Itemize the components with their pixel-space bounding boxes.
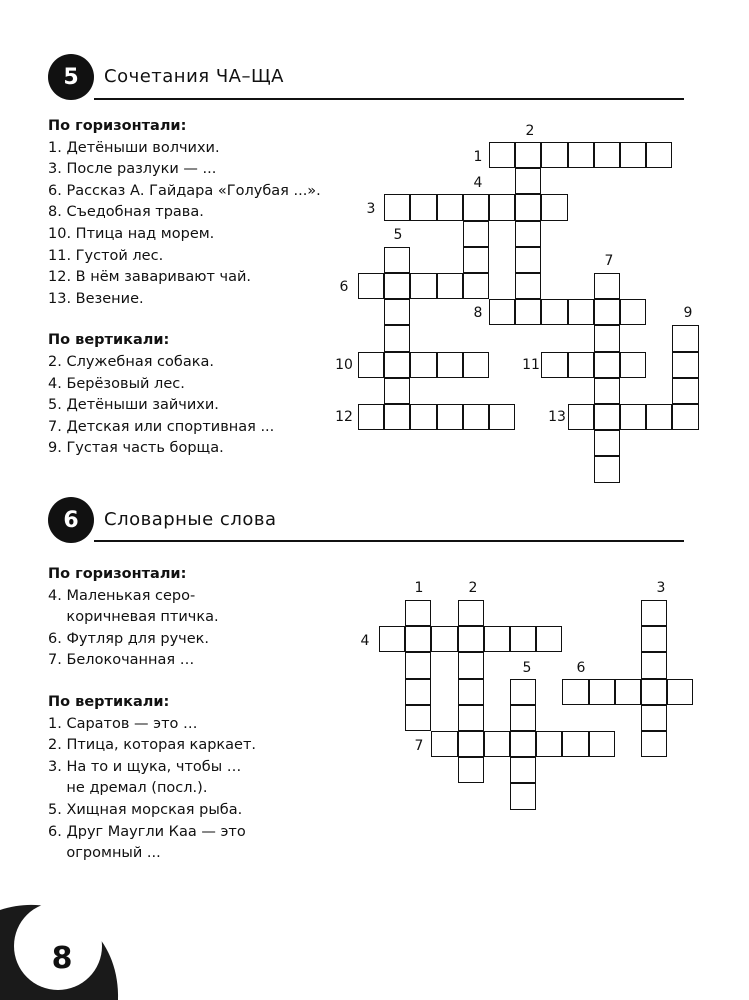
clue-across: 6. Рассказ А. Гайдара «Голубая ...».	[48, 182, 321, 199]
clue-across: 11. Густой лес.	[48, 247, 164, 264]
crossword-cell[interactable]	[510, 679, 536, 705]
clue-number-label: 1	[473, 149, 483, 165]
clue-down: 7. Детская или спортивная ...	[48, 418, 275, 435]
crossword-cell[interactable]	[405, 600, 431, 626]
crossword-cell[interactable]	[510, 783, 536, 809]
crossword-cell[interactable]	[536, 731, 562, 757]
clue-number-label: 2	[525, 123, 535, 139]
clue-across: 10. Птица над морем.	[48, 225, 215, 242]
crossword-cell[interactable]	[458, 705, 484, 731]
crossword-cell[interactable]	[379, 626, 405, 652]
crossword-cell[interactable]	[641, 731, 667, 757]
clue-down: не дремал (посл.).	[48, 780, 208, 797]
clue-number-label: 4	[473, 175, 483, 191]
clue-number-label: 10	[335, 357, 353, 373]
clue-across: 8. Съедобная трава.	[48, 204, 204, 221]
clue-across: коричневая птичка.	[48, 609, 219, 626]
clue-across: 12. В нём заваривают чай.	[48, 269, 252, 286]
clue-number-label: 6	[576, 660, 586, 676]
clue-across: 1. Детёныши волчихи.	[48, 139, 220, 156]
section-6-across-header: По горизонтали:	[48, 566, 187, 582]
clue-down: 5. Хищная морская рыба.	[48, 801, 243, 818]
crossword-cell[interactable]	[641, 705, 667, 731]
clue-down: 2. Служебная собака.	[48, 353, 214, 370]
crossword-cell[interactable]	[536, 626, 562, 652]
clue-number-label: 12	[335, 409, 353, 425]
crossword-cell[interactable]	[458, 652, 484, 678]
crossword-cell[interactable]	[589, 731, 615, 757]
clue-number-label: 6	[339, 279, 349, 295]
section-5-down-header: По вертикали:	[48, 332, 170, 349]
crossword-cell[interactable]	[641, 652, 667, 678]
crossword-cell[interactable]	[667, 679, 693, 705]
crossword-cell[interactable]	[641, 600, 667, 626]
crossword-cell[interactable]	[431, 731, 457, 757]
crossword-cell[interactable]	[562, 731, 588, 757]
crossword-cell[interactable]	[458, 757, 484, 783]
section-6-down-header: По вертикали:	[48, 693, 170, 710]
crossword-cell[interactable]	[484, 626, 510, 652]
clue-across: 4. Маленькая серо-	[48, 587, 196, 604]
section-5-number: 5	[63, 64, 79, 90]
clue-across: 13. Везение.	[48, 290, 144, 307]
crossword-cell[interactable]	[458, 731, 484, 757]
clue-number-label: 3	[656, 580, 666, 596]
clue-number-label: 7	[414, 738, 424, 754]
clue-number-label: 2	[468, 580, 478, 596]
clue-number-label: 5	[522, 660, 532, 676]
crossword-cell[interactable]	[405, 652, 431, 678]
clue-down: огромный ...	[48, 845, 161, 862]
clue-number-label: 11	[522, 357, 540, 373]
clue-down: 9. Густая часть борща.	[48, 440, 224, 457]
crossword-cell[interactable]	[405, 679, 431, 705]
clue-down: 6. Друг Маугли Каа — это	[48, 823, 246, 840]
crossword-cell[interactable]	[458, 600, 484, 626]
section-6-number: 6	[63, 507, 79, 533]
crossword-cell[interactable]	[641, 626, 667, 652]
section-5-across-header: По горизонтали:	[48, 118, 187, 134]
clue-across: 3. После разлуки — ...	[48, 161, 217, 178]
crossword-cell[interactable]	[484, 731, 510, 757]
crossword-cell[interactable]	[458, 679, 484, 705]
crossword-cell[interactable]	[405, 705, 431, 731]
clue-across: 7. Белокочанная …	[48, 652, 195, 669]
crossword-cell[interactable]	[562, 679, 588, 705]
clue-down: 5. Детёныши зайчихи.	[48, 397, 219, 414]
clue-number-label: 5	[393, 227, 403, 243]
clue-number-label: 13	[548, 409, 566, 425]
crossword-cell[interactable]	[510, 626, 536, 652]
page-number: 8	[51, 940, 73, 976]
clue-number-label: 3	[366, 201, 376, 217]
crossword-cell[interactable]	[589, 679, 615, 705]
clue-number-label: 4	[360, 633, 370, 649]
crossword-cell[interactable]	[641, 679, 667, 705]
section-6-title: Словарные слова	[104, 509, 277, 530]
clue-down: 4. Берёзовый лес.	[48, 375, 185, 392]
clue-across: 6. Футляр для ручек.	[48, 630, 210, 647]
crossword-cell[interactable]	[405, 626, 431, 652]
crossword-cell[interactable]	[458, 626, 484, 652]
crossword-cell[interactable]	[510, 731, 536, 757]
clue-down: 1. Саратов — это …	[48, 715, 198, 732]
crossword-cell[interactable]	[510, 757, 536, 783]
crossword-cell[interactable]	[615, 679, 641, 705]
clue-number-label: 1	[414, 580, 424, 596]
crossword-cell[interactable]	[510, 705, 536, 731]
clue-number-label: 7	[604, 253, 614, 269]
section-5-title: Сочетания ЧА–ЩА	[104, 66, 284, 87]
clue-number-label: 9	[683, 305, 693, 321]
clue-down: 2. Птица, которая каркает.	[48, 737, 257, 754]
crossword-cell[interactable]	[431, 626, 457, 652]
clue-down: 3. На то и щука, чтобы …	[48, 758, 242, 775]
clue-number-label: 8	[473, 305, 483, 321]
